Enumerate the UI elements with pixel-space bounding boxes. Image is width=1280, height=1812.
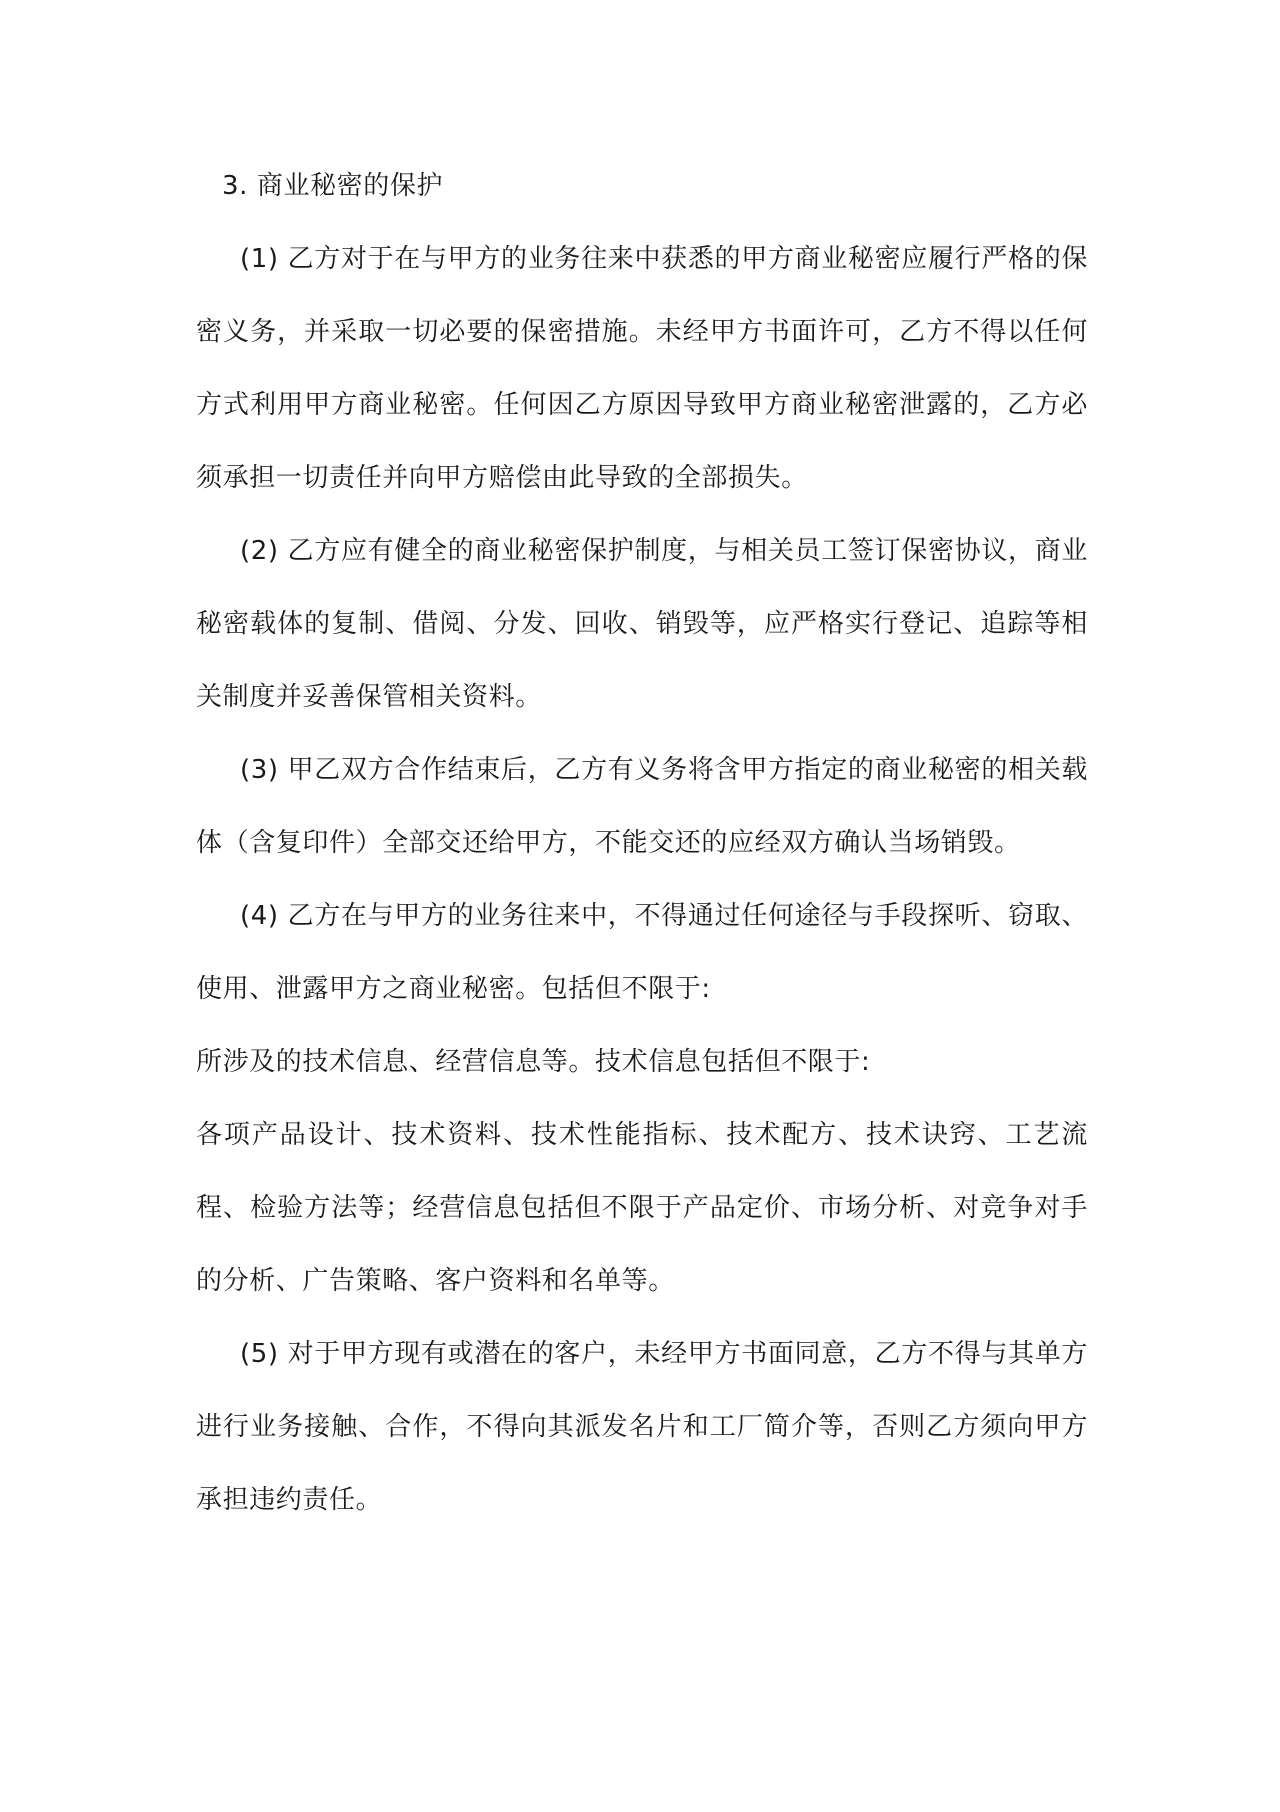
clause-1: (1) 乙方对于在与甲方的业务往来中获悉的甲方商业秘密应履行严格的保密义务，并采取一切必要的保密措施。未经甲方书面许可，乙方不得以任何方式利用甲方商业秘密。任何因乙方原因导致甲方商业秘密泄露的，乙方必须承担一切责任并向甲方赔偿由此导致的全部损失。 (196, 244, 1088, 493)
clause-4-scope: 所涉及的技术信息、经营信息等。技术信息包括但不限于: (196, 1047, 871, 1077)
clause-3: (3) 甲乙双方合作结束后，乙方有义务将含甲方指定的商业秘密的相关载体（含复印件）全部交还给甲方，不能交还的应经双方确认当场销毁。 (196, 755, 1088, 858)
clause-2: (2) 乙方应有健全的商业秘密保护制度，与相关员工签订保密协议，商业秘密载体的复制、借阅、分发、回收、销毁等，应严格实行登记、追踪等相关制度并妥善保管相关资料。 (196, 536, 1088, 712)
clause-4-details: 各项产品设计、技术资料、技术性能指标、技术配方、技术诀窍、工艺流程、检验方法等；经营信息包括但不限于产品定价、市场分析、对竞争对手的分析、广告策略、客户资料和名单等。 (196, 1120, 1088, 1296)
clause-5: (5) 对于甲方现有或潜在的客户，未经甲方书面同意，乙方不得与其单方进行业务接触、合作，不得向其派发名片和工厂简介等，否则乙方须向甲方承担违约责任。 (196, 1339, 1088, 1515)
section-heading: 3. 商业秘密的保护 (222, 171, 444, 201)
clause-4: (4) 乙方在与甲方的业务往来中，不得通过任何途径与手段探听、窃取、使用、泄露甲方之商业秘密。包括但不限于: (196, 901, 1088, 1004)
document-body (196, 150, 1088, 1537)
